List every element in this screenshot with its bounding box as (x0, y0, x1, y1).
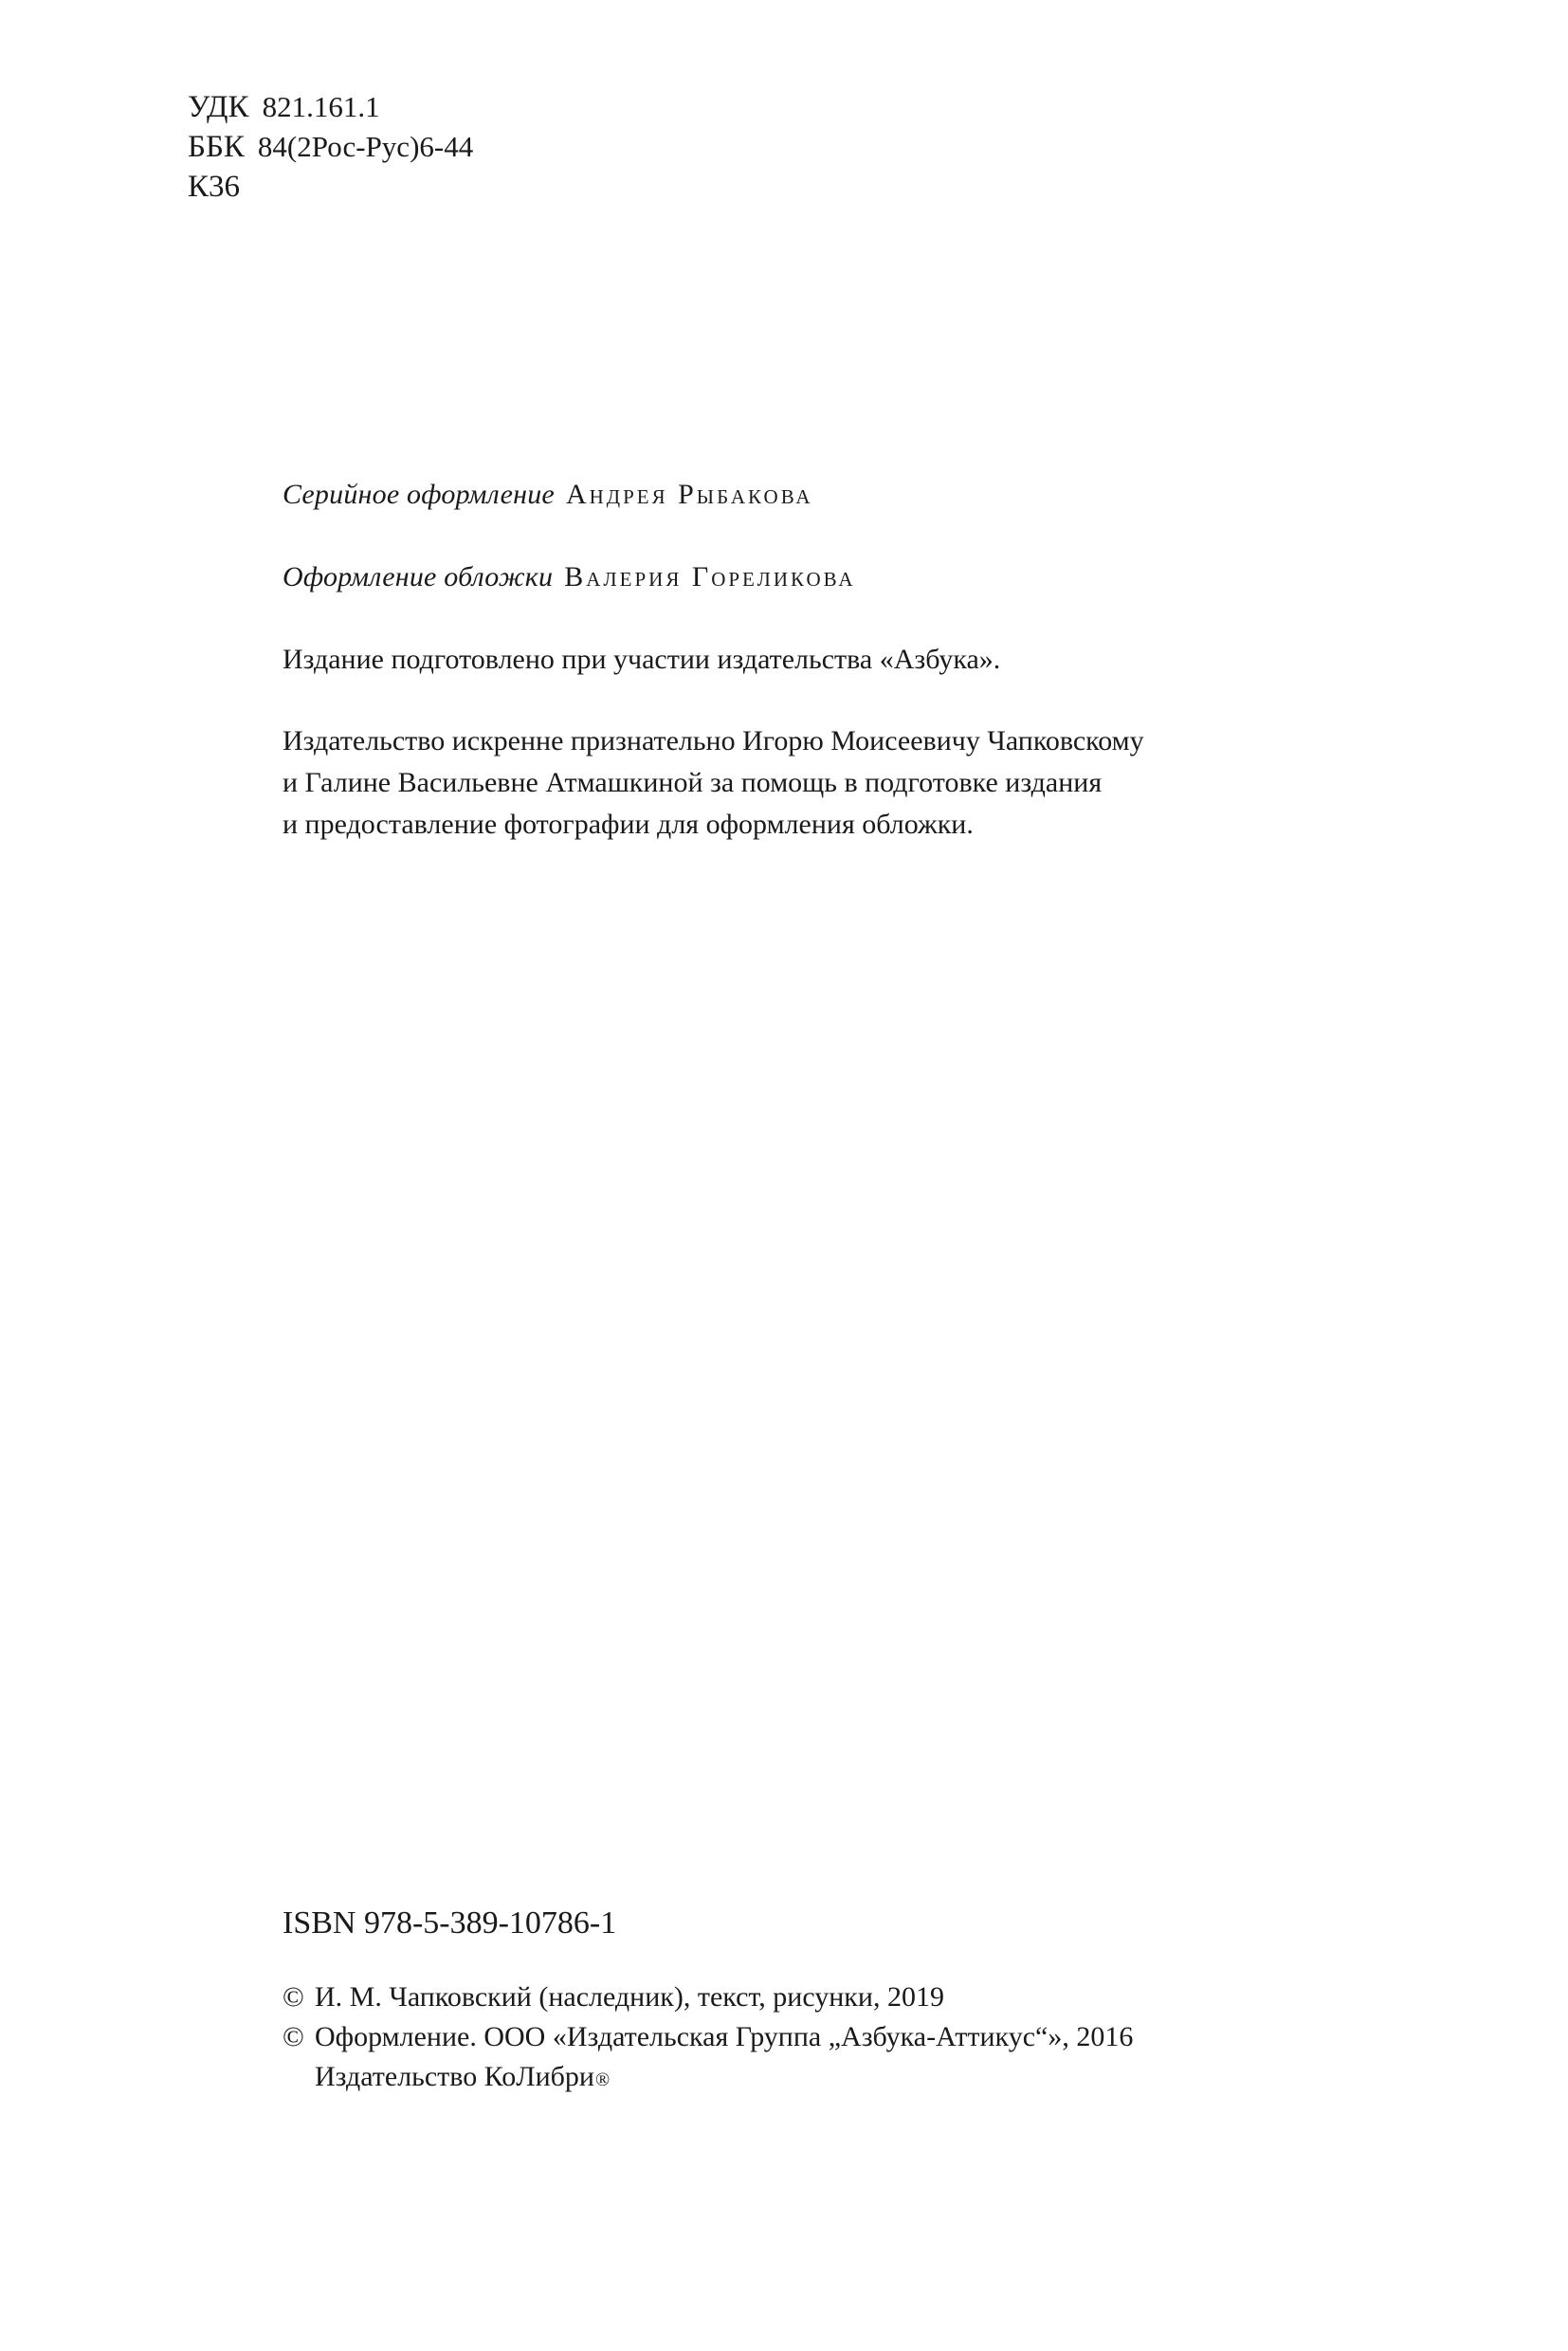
series-design-name: Андрея Рыбакова (565, 479, 813, 510)
thanks-note (283, 720, 1420, 846)
isbn: ISBN 978-5-389-10786-1 (283, 1905, 617, 1941)
cover-design-credit (283, 556, 1420, 598)
bbk-row (188, 127, 473, 167)
author-mark: К36 (188, 170, 241, 204)
copyright-symbol: © (283, 1981, 304, 2013)
bbk-label: ББК (188, 130, 245, 164)
copyright-text: Оформление. ООО «Издательская Группа „Азбука-Аттикус“», 2016 (315, 2021, 1134, 2052)
cover-design-role: Оформление обложки (283, 561, 554, 592)
copyright-text: И. М. Чапковский (наследник), текст, рисунки, 2019 (315, 1981, 944, 2013)
thanks-line: и предоставление фотографии для оформления обложки. (283, 809, 974, 840)
series-design-credit (283, 474, 1420, 516)
bbk-value: 84(2Рос-Рус)6-44 (257, 130, 474, 163)
series-design-role: Серийное оформление (283, 479, 555, 510)
copyright-line (283, 2017, 1420, 2057)
bottom-block (283, 1902, 1420, 2097)
copyright-symbol: © (283, 2021, 304, 2052)
cover-design-name: Валерия Гореликова (564, 561, 856, 592)
thanks-line: Издательство искренне признательно Игорю Моисеевичу Чапковскому (283, 725, 1144, 756)
publisher-line: Издательство КоЛибри ® (283, 2057, 1420, 2097)
classification-codes (188, 87, 473, 207)
thanks-line: и Галине Васильевне Атмашкиной за помощь в подготовке издания (283, 767, 1103, 798)
copyright-line (283, 1977, 1420, 2017)
publisher-name: Издательство КоЛибри (315, 2061, 594, 2092)
udk-row (188, 87, 473, 127)
credits-block (283, 474, 1420, 885)
prepared-note: Издание подготовлено при участии издательства «Азбука». (283, 644, 1001, 675)
udk-label: УДК (188, 90, 249, 124)
udk-value: 821.161.1 (262, 90, 380, 123)
author-mark-row (188, 167, 473, 207)
